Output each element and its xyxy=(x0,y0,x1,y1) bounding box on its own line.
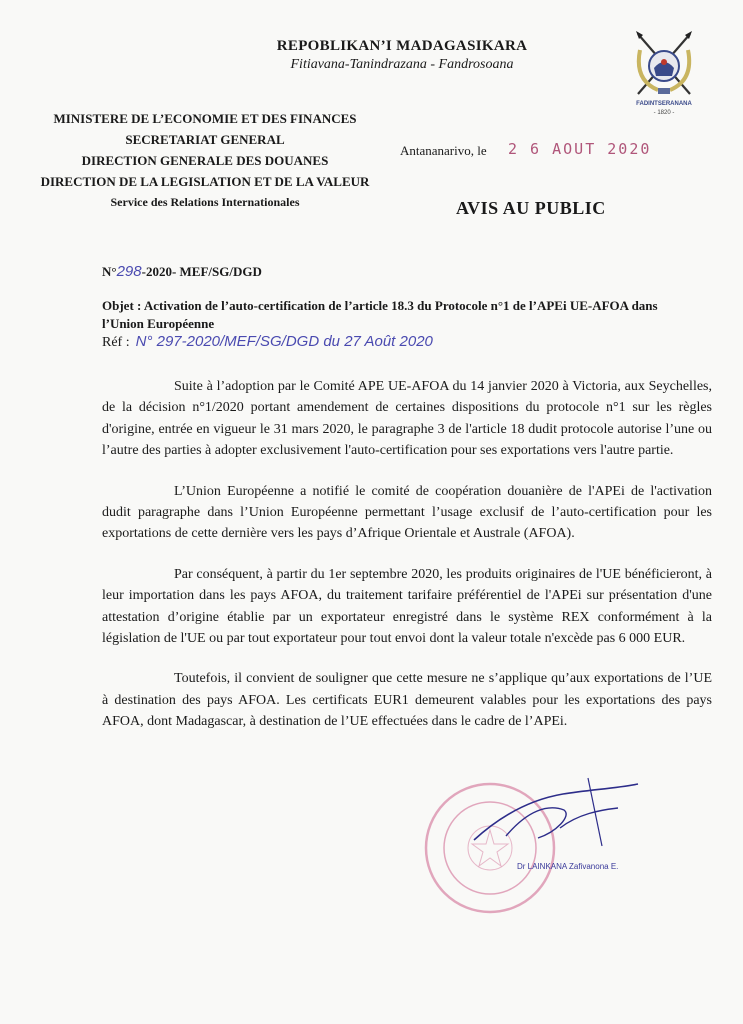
document-title: AVIS AU PUBLIC xyxy=(456,198,606,218)
customs-emblem xyxy=(628,28,700,122)
ministry-block xyxy=(30,108,380,213)
paragraph: L’Union Européenne a notifié le comité de coopération douanière de l'APEi de l'activation dudit paragraphe dans l’Union Européenne permettant l’usage exclusif de l’auto-certification pour les exportations de cette dernière vers les pays d’Afrique Orientale et Australe (AFOA). xyxy=(102,483,712,542)
ref-line xyxy=(102,333,433,351)
emblem-caption: FADINTSERANANA xyxy=(636,101,692,107)
ministry-line-3: DIRECTION GENERALE DES DOUANES xyxy=(81,153,329,168)
emblem-year: - 1820 - xyxy=(653,110,675,116)
reference-suffix: -2020- MEF/SG/DGD xyxy=(141,264,262,279)
signer-name: Dr LAINKANA Zafivanona E. xyxy=(517,862,619,871)
ministry-line-4: DIRECTION DE LA LEGISLATION ET DE LA VALEUR xyxy=(40,174,370,189)
republic-name: REPOBLIKAN’I MADAGASIKARA xyxy=(276,38,528,54)
ministry-service: Service des Relations Internationales xyxy=(110,195,300,209)
reference-prefix: N° xyxy=(102,264,117,279)
paragraph: Suite à l’adoption par le Comité APE UE-AFOA du 14 janvier 2020 à Victoria, aux Seychelles, de la décision n°1/2020 portant amendement de certaines dispositions du protocole n°1 sur les règles d'origine, entrée en vigueur le 31 mars 2020, le paragraphe 3 de l'article 18 dudit protocole autorise l’une ou l’autre des parties à adopter exclusivement l'auto-certification pour ses exportations vers l'autre partie. xyxy=(102,379,712,459)
ref-handwritten: N° 297-2020/MEF/SG/DGD du 27 Août 2020 xyxy=(135,333,433,350)
republic-motto: Fitiavana-Tanindrazana - Fandrosoana xyxy=(290,57,514,72)
reference-number xyxy=(102,263,262,280)
dateline-place: Antananarivo, le xyxy=(400,143,487,158)
paragraph: Par conséquent, à partir du 1er septembre 2020, les produits originaires de l'UE bénéficieront, à leur importation dans les pays AFOA, du traitement tarifaire préférentiel de l'APEi sur présentation d'une attestation d’origine établie par un exportateur enregistré dans le système REX conformément à la législation de l'UE ou par tout exportateur pour tout envoi dont la valeur totale n'excède pas 6 000 EUR. xyxy=(102,566,712,647)
customs-emblem-icon xyxy=(628,28,700,102)
reference-handwritten-number: 298 xyxy=(116,263,142,280)
republic-header xyxy=(242,38,562,73)
paragraph: Toutefois, il convient de souligner que cette mesure ne s’applique qu’aux exportations de l’UE à destination des pays AFOA. Les certificats EUR1 demeurent valables pour les exportations des pays AFOA, dont Madagascar, à destination de l’UE effectuées dans le cadre de l’APEi. xyxy=(102,671,712,730)
signature-icon xyxy=(468,770,643,860)
ministry-line-2: SECRETARIAT GENERAL xyxy=(125,132,285,147)
body-text xyxy=(102,376,712,752)
ministry-line-1: MINISTERE DE L’ECONOMIE ET DES FINANCES xyxy=(53,111,357,126)
date-stamp: 2 6 AOUT 2020 xyxy=(508,140,652,158)
ref-label: Réf : xyxy=(102,335,130,350)
subject-line: Objet : Activation de l’auto-certification de l’article 18.3 du Protocole n°1 de l’APEi UE-AFOA dans l’Union Européenne xyxy=(102,298,658,331)
